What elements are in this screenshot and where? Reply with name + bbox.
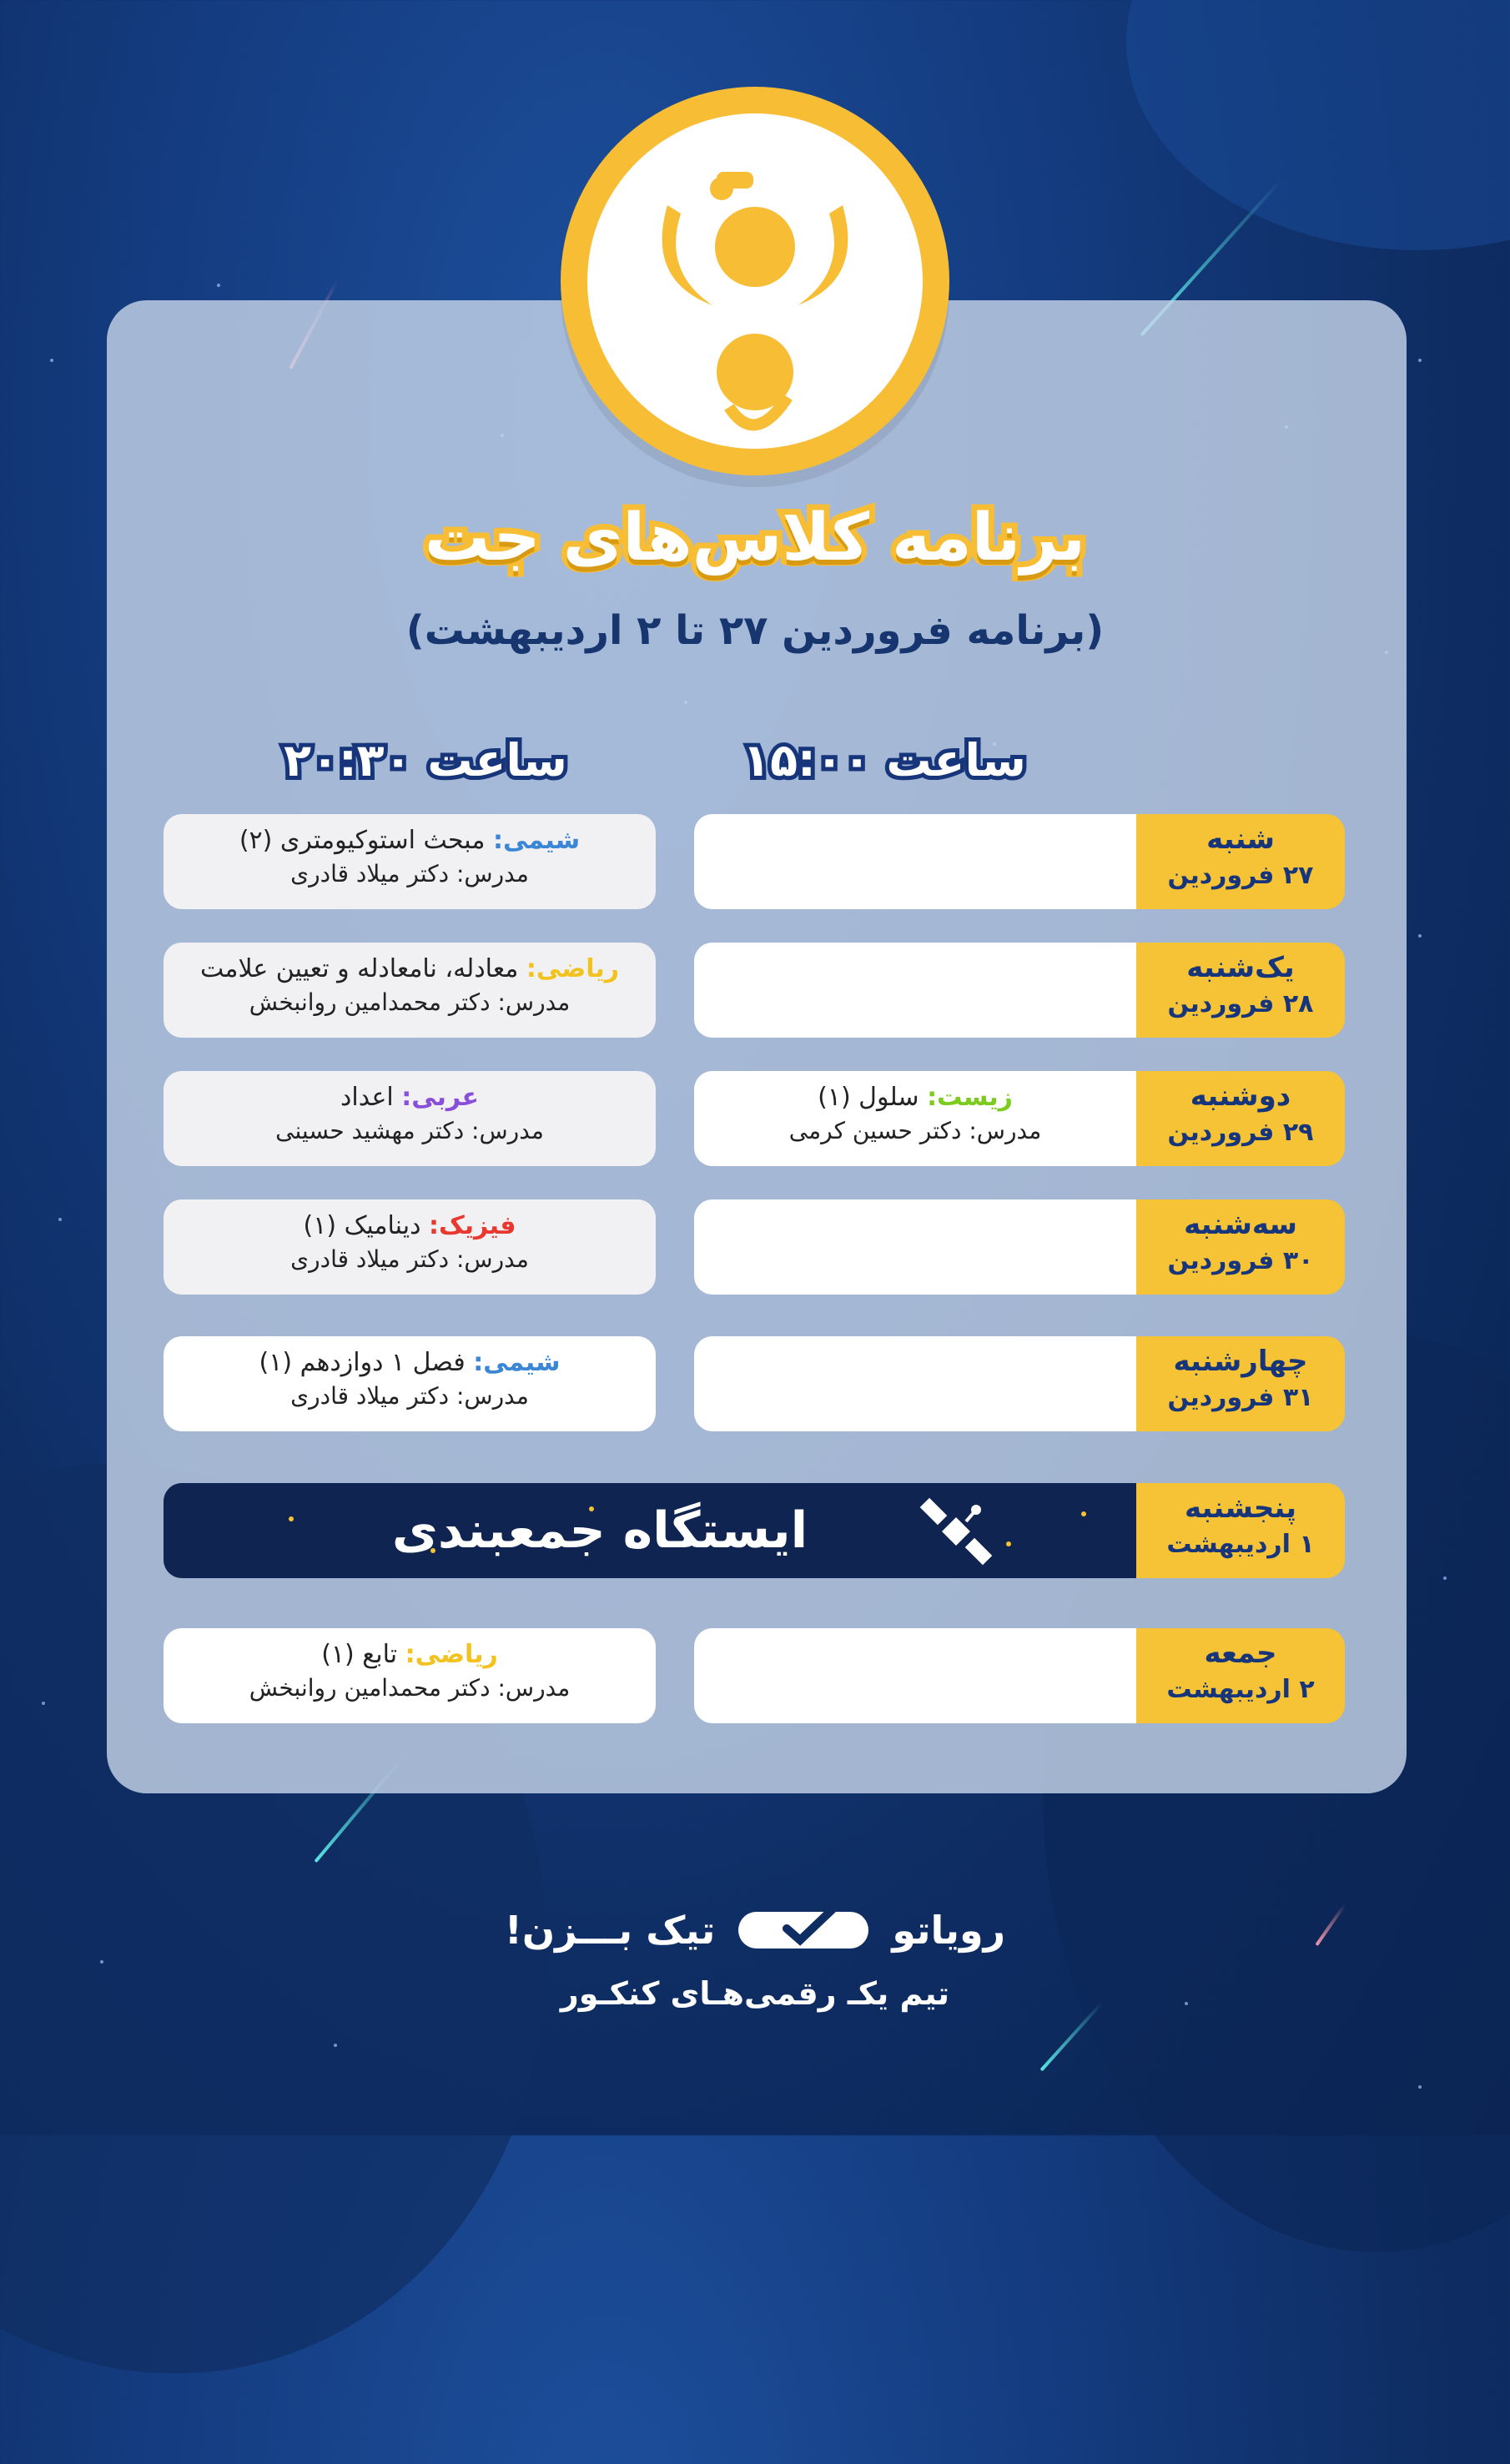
day-cell xyxy=(1136,1071,1345,1166)
day-date: ۳۱ فروردین xyxy=(1167,1383,1314,1412)
day-cell xyxy=(1136,1199,1345,1295)
background-star xyxy=(1418,2085,1422,2089)
day-name: چهارشنبه xyxy=(1173,1345,1308,1378)
subject-label: عربی: xyxy=(401,1083,479,1112)
schedule-row xyxy=(164,814,1345,909)
background-wave xyxy=(1126,0,1510,250)
day-name: یک‌شنبه xyxy=(1186,951,1295,984)
background-star xyxy=(58,1218,62,1221)
schedule-row xyxy=(164,1483,1345,1578)
day-cell xyxy=(1136,814,1345,909)
class-slot-1500[interactable] xyxy=(694,1628,1136,1723)
day-name: سه‌شنبه xyxy=(1184,1208,1297,1241)
schedule-row xyxy=(164,1628,1345,1723)
topic-label: سلول (۱) xyxy=(818,1083,928,1112)
review-station-banner[interactable] xyxy=(164,1483,1136,1578)
day-name: پنجشنبه xyxy=(1184,1491,1297,1525)
topic-label: مبحث استوکیومتری (۲) xyxy=(239,826,493,855)
day-cell xyxy=(1136,943,1345,1038)
day-cell xyxy=(1136,1336,1345,1431)
page-title: برنامه کلاس‌های جت xyxy=(424,500,1086,576)
day-date: ۲۹ فروردین xyxy=(1167,1118,1314,1147)
subject-label: شیمی: xyxy=(492,826,581,855)
class-slot-1500[interactable] xyxy=(694,1336,1136,1431)
logo xyxy=(561,87,949,475)
background-star xyxy=(50,359,53,362)
topic-label: فصل ۱ دوازدهم (۱) xyxy=(259,1348,474,1377)
day-name: دوشنبه xyxy=(1190,1079,1291,1113)
class-slot-2030[interactable] xyxy=(164,1199,656,1295)
day-date: ۲۸ فروردین xyxy=(1167,989,1314,1018)
class-slot-2030[interactable] xyxy=(164,1071,656,1166)
class-slot-2030[interactable] xyxy=(164,1336,656,1431)
subject-label: زیست: xyxy=(927,1083,1013,1112)
day-date: ۲ اردیبهشت xyxy=(1166,1675,1315,1704)
background-star xyxy=(42,1702,45,1705)
background-star xyxy=(334,2044,337,2047)
day-cell xyxy=(1136,1628,1345,1723)
logo-mark-icon xyxy=(587,113,923,449)
class-slot-1500[interactable] xyxy=(694,1071,1136,1166)
background-star xyxy=(1443,1576,1447,1580)
subject-label: ریاضی: xyxy=(405,1640,498,1669)
topic-label: تابع (۱) xyxy=(321,1640,405,1669)
schedule-row xyxy=(164,943,1345,1038)
class-slot-1500[interactable] xyxy=(694,814,1136,909)
background-star xyxy=(217,284,220,287)
slogan-end: بـــزن! xyxy=(504,1908,633,1953)
banner-text: ایستگاه جمعبندی xyxy=(391,1501,808,1560)
column-header-slot1: ساعت ۱۵:۰۰ xyxy=(742,734,1026,787)
teacher-label: مدرس: دکتر میلاد قادری xyxy=(290,1245,529,1273)
class-slot-1500[interactable] xyxy=(694,943,1136,1038)
background-star xyxy=(1418,359,1422,362)
schedule-row xyxy=(164,1071,1345,1166)
slogan-brand: تیک xyxy=(646,1908,716,1953)
day-date: ۲۷ فروردین xyxy=(1167,861,1314,890)
schedule-row xyxy=(164,1199,1345,1295)
class-slot-1500[interactable] xyxy=(694,1199,1136,1295)
day-cell xyxy=(1136,1483,1345,1578)
day-name: جمعه xyxy=(1204,1637,1277,1670)
satellite-icon xyxy=(914,1490,998,1573)
class-slot-2030[interactable] xyxy=(164,943,656,1038)
subject-label: شیمی: xyxy=(473,1348,561,1377)
teacher-label: مدرس: دکتر حسین کرمی xyxy=(788,1117,1042,1144)
topic-label: اعداد xyxy=(340,1083,402,1112)
teacher-label: مدرس: دکتر میلاد قادری xyxy=(290,1382,529,1410)
slogan-start: رویاتو xyxy=(892,1908,1006,1953)
page-subtitle: (برنامه فروردین ۲۷ تا ۲ اردیبهشت) xyxy=(405,607,1105,654)
day-date: ۳۰ فروردین xyxy=(1167,1246,1314,1275)
subject-label: فیزیک: xyxy=(428,1211,516,1240)
teacher-label: مدرس: دکتر محمدامین روانبخش xyxy=(249,1674,571,1702)
topic-label: دینامیک (۱) xyxy=(303,1211,429,1240)
check-mark-icon xyxy=(737,1903,870,1963)
background-star xyxy=(1418,934,1422,938)
class-slot-2030[interactable] xyxy=(164,814,656,909)
column-header-slot2: ساعت ۲۰:۳۰ xyxy=(284,734,567,787)
footer-tagline: تیم یکـ رقمی‌هـای کنکـور xyxy=(560,1975,950,2012)
day-date: ۱ اردیبهشت xyxy=(1166,1530,1315,1559)
footer-slogan xyxy=(0,1903,1510,1963)
teacher-label: مدرس: دکتر مهشید حسینی xyxy=(275,1117,544,1144)
teacher-label: مدرس: دکتر محمدامین روانبخش xyxy=(249,988,571,1016)
topic-label: معادله، نامعادله و تعیین علامت xyxy=(199,954,526,983)
teacher-label: مدرس: دکتر میلاد قادری xyxy=(290,860,529,888)
subject-label: ریاضی: xyxy=(526,954,620,983)
schedule-row xyxy=(164,1336,1345,1431)
class-slot-2030[interactable] xyxy=(164,1628,656,1723)
day-name: شنبه xyxy=(1206,822,1275,856)
